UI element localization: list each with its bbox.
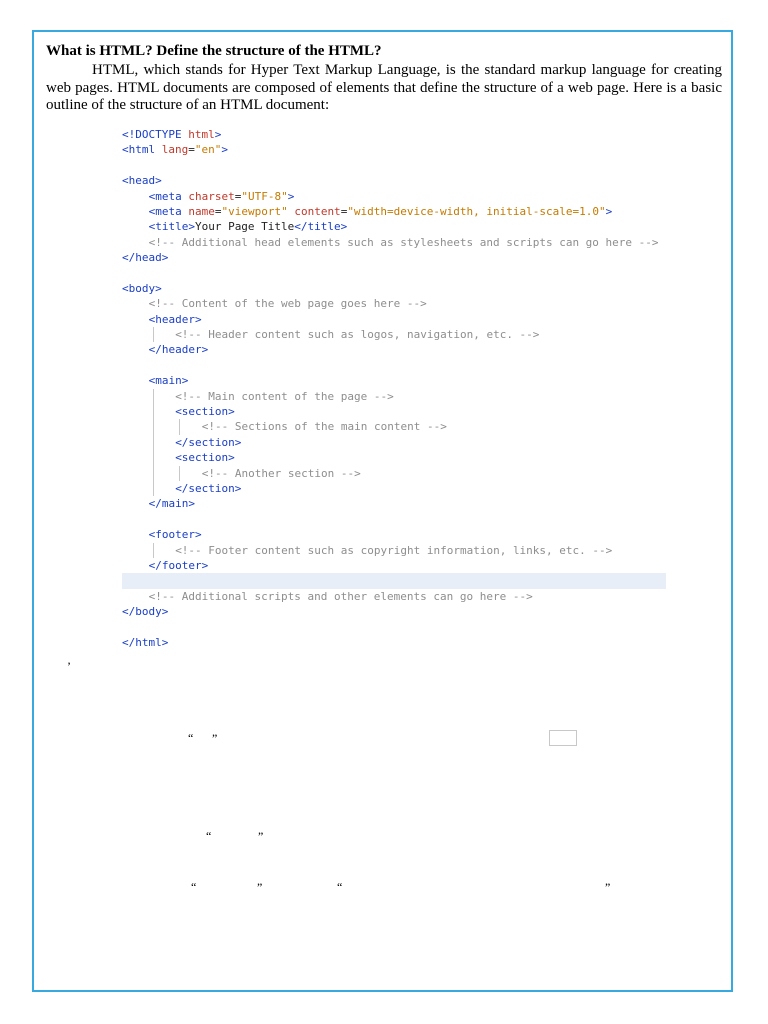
code-line <box>122 419 666 434</box>
code-line <box>122 404 666 419</box>
code-line-content <box>122 590 533 603</box>
code-line <box>122 481 666 496</box>
code-line-content <box>122 528 202 541</box>
indent-guide <box>153 543 154 558</box>
code-line-content <box>122 251 168 264</box>
code-token: "UTF-8" <box>241 189 288 203</box>
code-token: lang <box>161 143 189 157</box>
stray-open-quote-3: “ <box>191 880 197 894</box>
code-token: <!-- Header content such as logos, navigation, etc. --> <box>175 328 540 342</box>
stray-close-quote-1: ” <box>212 731 218 745</box>
code-line-content <box>122 236 659 249</box>
code-line-content <box>122 128 221 141</box>
indent-guide <box>179 419 180 434</box>
question-heading: What is HTML? Define the structure of the HTML? <box>46 43 382 59</box>
code-token: </section> <box>175 481 242 495</box>
code-token: "en" <box>194 143 222 157</box>
code-line-content <box>122 420 447 433</box>
stray-close-quote-2: ” <box>258 829 264 843</box>
code-line <box>122 496 666 511</box>
code-line-content <box>122 328 539 341</box>
code-line-content <box>122 220 347 233</box>
code-token: <main> <box>148 374 189 388</box>
code-token: <!-- Additional scripts and other elements can go here --> <box>148 589 533 603</box>
code-token: </section> <box>175 435 242 449</box>
code-line <box>122 266 666 281</box>
code-line <box>122 189 666 204</box>
code-token: charset <box>188 189 235 203</box>
code-line <box>122 342 666 357</box>
code-token: </html> <box>122 635 169 649</box>
indent-guide <box>153 389 154 404</box>
code-token: <section> <box>175 451 235 465</box>
code-line-content <box>122 297 427 310</box>
stray-open-quote-2: “ <box>206 829 212 843</box>
code-line-content <box>122 467 361 480</box>
code-line-content <box>122 174 162 187</box>
code-line <box>122 635 666 650</box>
code-line-content <box>122 343 208 356</box>
code-token: </main> <box>148 497 195 511</box>
code-token: > <box>605 204 613 218</box>
code-line-content <box>122 497 195 510</box>
code-token: <meta <box>148 189 189 203</box>
code-token: <footer> <box>148 528 202 542</box>
code-token: <!-- Another section --> <box>201 466 361 480</box>
code-line <box>122 204 666 219</box>
code-token: content <box>287 204 341 218</box>
code-token: </footer> <box>148 558 209 572</box>
code-line <box>122 312 666 327</box>
code-line <box>122 327 666 342</box>
code-line <box>122 158 666 173</box>
code-line <box>122 281 666 296</box>
code-token: <body> <box>122 281 162 295</box>
code-line <box>122 142 666 157</box>
code-block <box>122 127 666 650</box>
code-token: <section> <box>175 405 235 419</box>
code-line <box>122 435 666 450</box>
code-token: "viewport" <box>221 204 288 218</box>
code-line-content <box>122 143 228 156</box>
code-token: = <box>340 204 348 218</box>
indent-guide <box>153 404 154 419</box>
code-line-content <box>122 190 294 203</box>
code-line <box>122 573 666 588</box>
code-line-content <box>122 544 612 557</box>
code-token: = <box>234 189 242 203</box>
code-line-content <box>122 282 162 295</box>
indent-guide <box>153 481 154 496</box>
code-line-content <box>122 390 394 403</box>
code-line <box>122 604 666 619</box>
code-token: <!DOCTYPE <box>122 128 189 141</box>
code-line <box>122 620 666 635</box>
code-line <box>122 250 666 265</box>
indent-guide <box>153 435 154 450</box>
indent-guide <box>153 450 154 465</box>
intro-paragraph <box>46 62 722 115</box>
stray-close-quote-4: ” <box>605 880 611 894</box>
code-token: <!-- Content of the web page goes here --> <box>148 297 427 311</box>
code-token: </body> <box>122 605 169 619</box>
code-token: <header> <box>148 312 202 326</box>
code-token: > <box>287 189 295 203</box>
code-line <box>122 450 666 465</box>
code-token: html <box>188 128 215 141</box>
code-token: = <box>214 204 222 218</box>
code-token: <!-- Sections of the main content --> <box>201 420 447 434</box>
code-token: <title> <box>148 220 195 234</box>
code-token: > <box>214 128 222 141</box>
code-line <box>122 543 666 558</box>
stray-open-quote-1: “ <box>188 731 194 745</box>
code-line-content <box>122 374 188 387</box>
code-token: </head> <box>122 251 169 265</box>
code-line <box>122 589 666 604</box>
indent-guide <box>153 466 154 481</box>
code-line <box>122 173 666 188</box>
code-line <box>122 373 666 388</box>
code-line <box>122 296 666 311</box>
code-line <box>122 235 666 250</box>
indent-guide <box>153 327 154 342</box>
code-line <box>122 512 666 527</box>
code-token: <meta <box>148 204 189 218</box>
code-line <box>122 466 666 481</box>
code-line-content <box>122 605 168 618</box>
code-line <box>122 127 666 142</box>
code-token: "width=device-width, initial-scale=1.0" <box>347 204 606 218</box>
stray-close-quote-3: ” <box>257 880 263 894</box>
code-line-content <box>122 313 202 326</box>
code-line <box>122 527 666 542</box>
code-token: Your Page Title <box>194 220 295 234</box>
code-line-content <box>122 451 235 464</box>
code-token: <html <box>122 143 162 157</box>
code-line <box>122 219 666 234</box>
code-line <box>122 389 666 404</box>
code-line <box>122 558 666 573</box>
indent-guide <box>153 419 154 434</box>
indent-guide <box>179 466 180 481</box>
code-line-content <box>122 205 612 218</box>
empty-box <box>549 730 577 746</box>
code-token: <!-- Additional head elements such as stylesheets and scripts can go here --> <box>148 235 659 249</box>
code-line-content <box>122 436 241 449</box>
code-token: <!-- Footer content such as copyright information, links, etc. --> <box>175 543 613 557</box>
code-token: name <box>188 204 215 218</box>
code-token: = <box>188 143 195 157</box>
code-line-content <box>122 559 208 572</box>
stray-open-quote-4: “ <box>337 880 343 894</box>
code-token: <head> <box>122 174 162 188</box>
code-line-content <box>122 405 235 418</box>
code-line-content <box>122 636 168 649</box>
code-token: </header> <box>148 343 209 357</box>
code-line-content <box>122 482 241 495</box>
code-token: </title> <box>294 220 348 234</box>
code-token: <!-- Main content of the page --> <box>175 389 394 403</box>
code-line <box>122 358 666 373</box>
code-token: > <box>221 143 228 157</box>
intro-paragraph-text: HTML, which stands for Hyper Text Markup Language, is the standard markup language for creating web pages. HTML documents are composed of elements that define the structure of a web page. Here is a basic outline of the structure of an HTML document: <box>46 62 722 113</box>
stray-comma: ’ <box>67 659 71 673</box>
